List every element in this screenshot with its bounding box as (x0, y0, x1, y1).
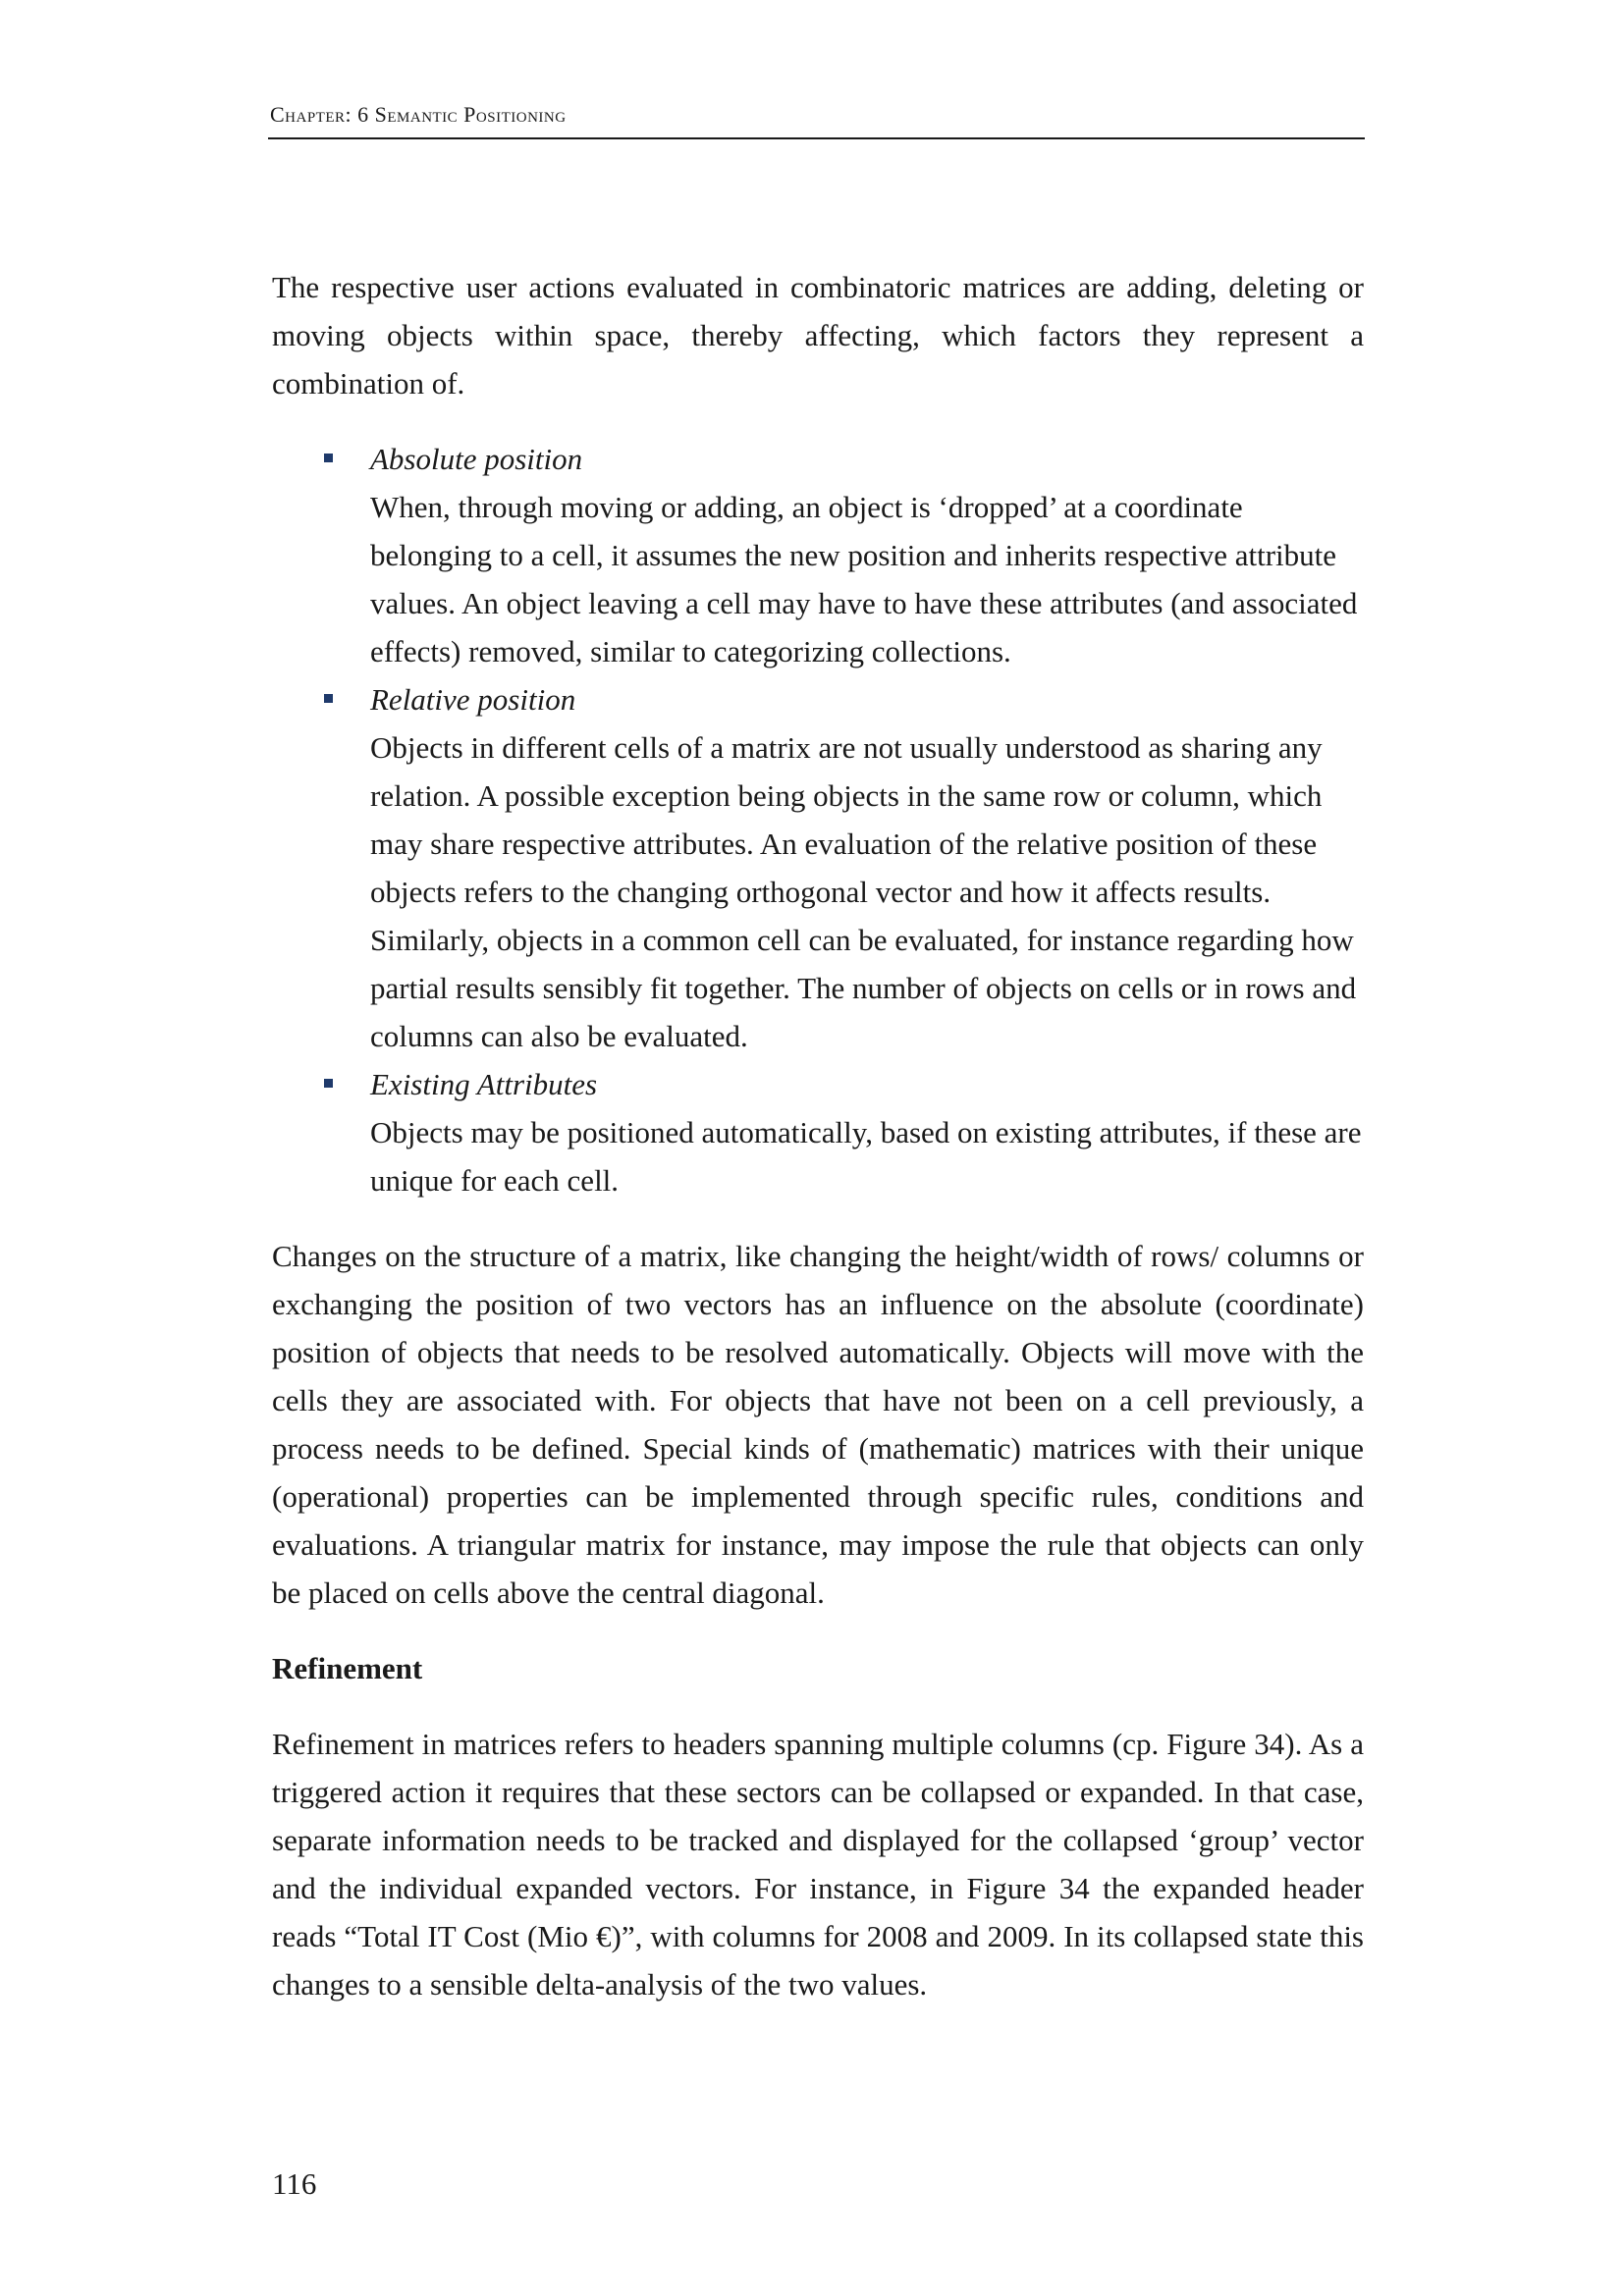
structure-paragraph: Changes on the structure of a matrix, like changing the height/width of rows/ columns or exchanging the position of two vectors has an influence on the absolute (coordinate) position of objects that needs to be resolved automatically. Objects will move with the cells they are associated with. For objects that have not been on a cell previously, a process needs to be defined. Special kinds of (mathematic) matrices with their unique (operational) properties can be implemented through specific rules, conditions and evaluations. A triangular matrix for instance, may impose the rule that objects can only be placed on cells above the central diagonal. (272, 1239, 1364, 1610)
refinement-paragraph: Refinement in matrices refers to headers spanning multiple columns (cp. Figure 34). As a triggered action it requires that these sectors can be collapsed or expanded. In that case, separate information needs to be tracked and displayed for the collapsed ‘group’ vector and the individual expanded vectors. For instance, in Figure 34 the expanded header reads “Total IT Cost (Mio €)”, with columns for 2008 and 2009. In its collapsed state this changes to a sensible delta-analysis of the two values. (272, 1727, 1364, 2002)
square-bullet-icon (324, 1079, 333, 1088)
page-number: 116 (272, 2166, 317, 2201)
bullet-description: Objects in different cells of a matrix are not usually understood as sharing any relation. A possible exception being objects in the same row or column, which may share respective attributes. An evaluation of the relative position of these objects refers to the changing orthogonal vector and how it affects results. Similarly, objects in a common cell can be evaluated, for instance regarding how partial results sensibly fit together. The number of objects on cells or in rows and columns can also be evaluated. (370, 730, 1357, 1053)
chapter-title: Chapter: 6 Semantic Positioning (270, 102, 567, 127)
bullet-term: Absolute position (370, 442, 583, 476)
bullet-item-existing-attributes (272, 1060, 1364, 1204)
bullet-term: Relative position (370, 682, 576, 717)
square-bullet-icon (324, 694, 333, 703)
bullet-description: When, through moving or adding, an object is ‘dropped’ at a coordinate belonging to a cell, it assumes the new position and inherits respective attribute values. An object leaving a cell may have to have these attributes (and associated effects) removed, similar to categorizing collections. (370, 490, 1358, 668)
bullet-list (272, 435, 1364, 1204)
bullet-item-relative-position (272, 675, 1364, 1060)
running-header (268, 98, 1365, 139)
section-heading-refinement: Refinement (272, 1651, 423, 1685)
bullet-description: Objects may be positioned automatically, based on existing attributes, if these are unique for each cell. (370, 1115, 1362, 1198)
square-bullet-icon (324, 454, 333, 462)
page-body (272, 263, 1364, 2036)
intro-paragraph: The respective user actions evaluated in combinatoric matrices are adding, deleting or moving objects within space, thereby affecting, which factors they represent a combination of. (272, 270, 1364, 400)
bullet-term: Existing Attributes (370, 1067, 598, 1101)
bullet-item-absolute-position (272, 435, 1364, 675)
